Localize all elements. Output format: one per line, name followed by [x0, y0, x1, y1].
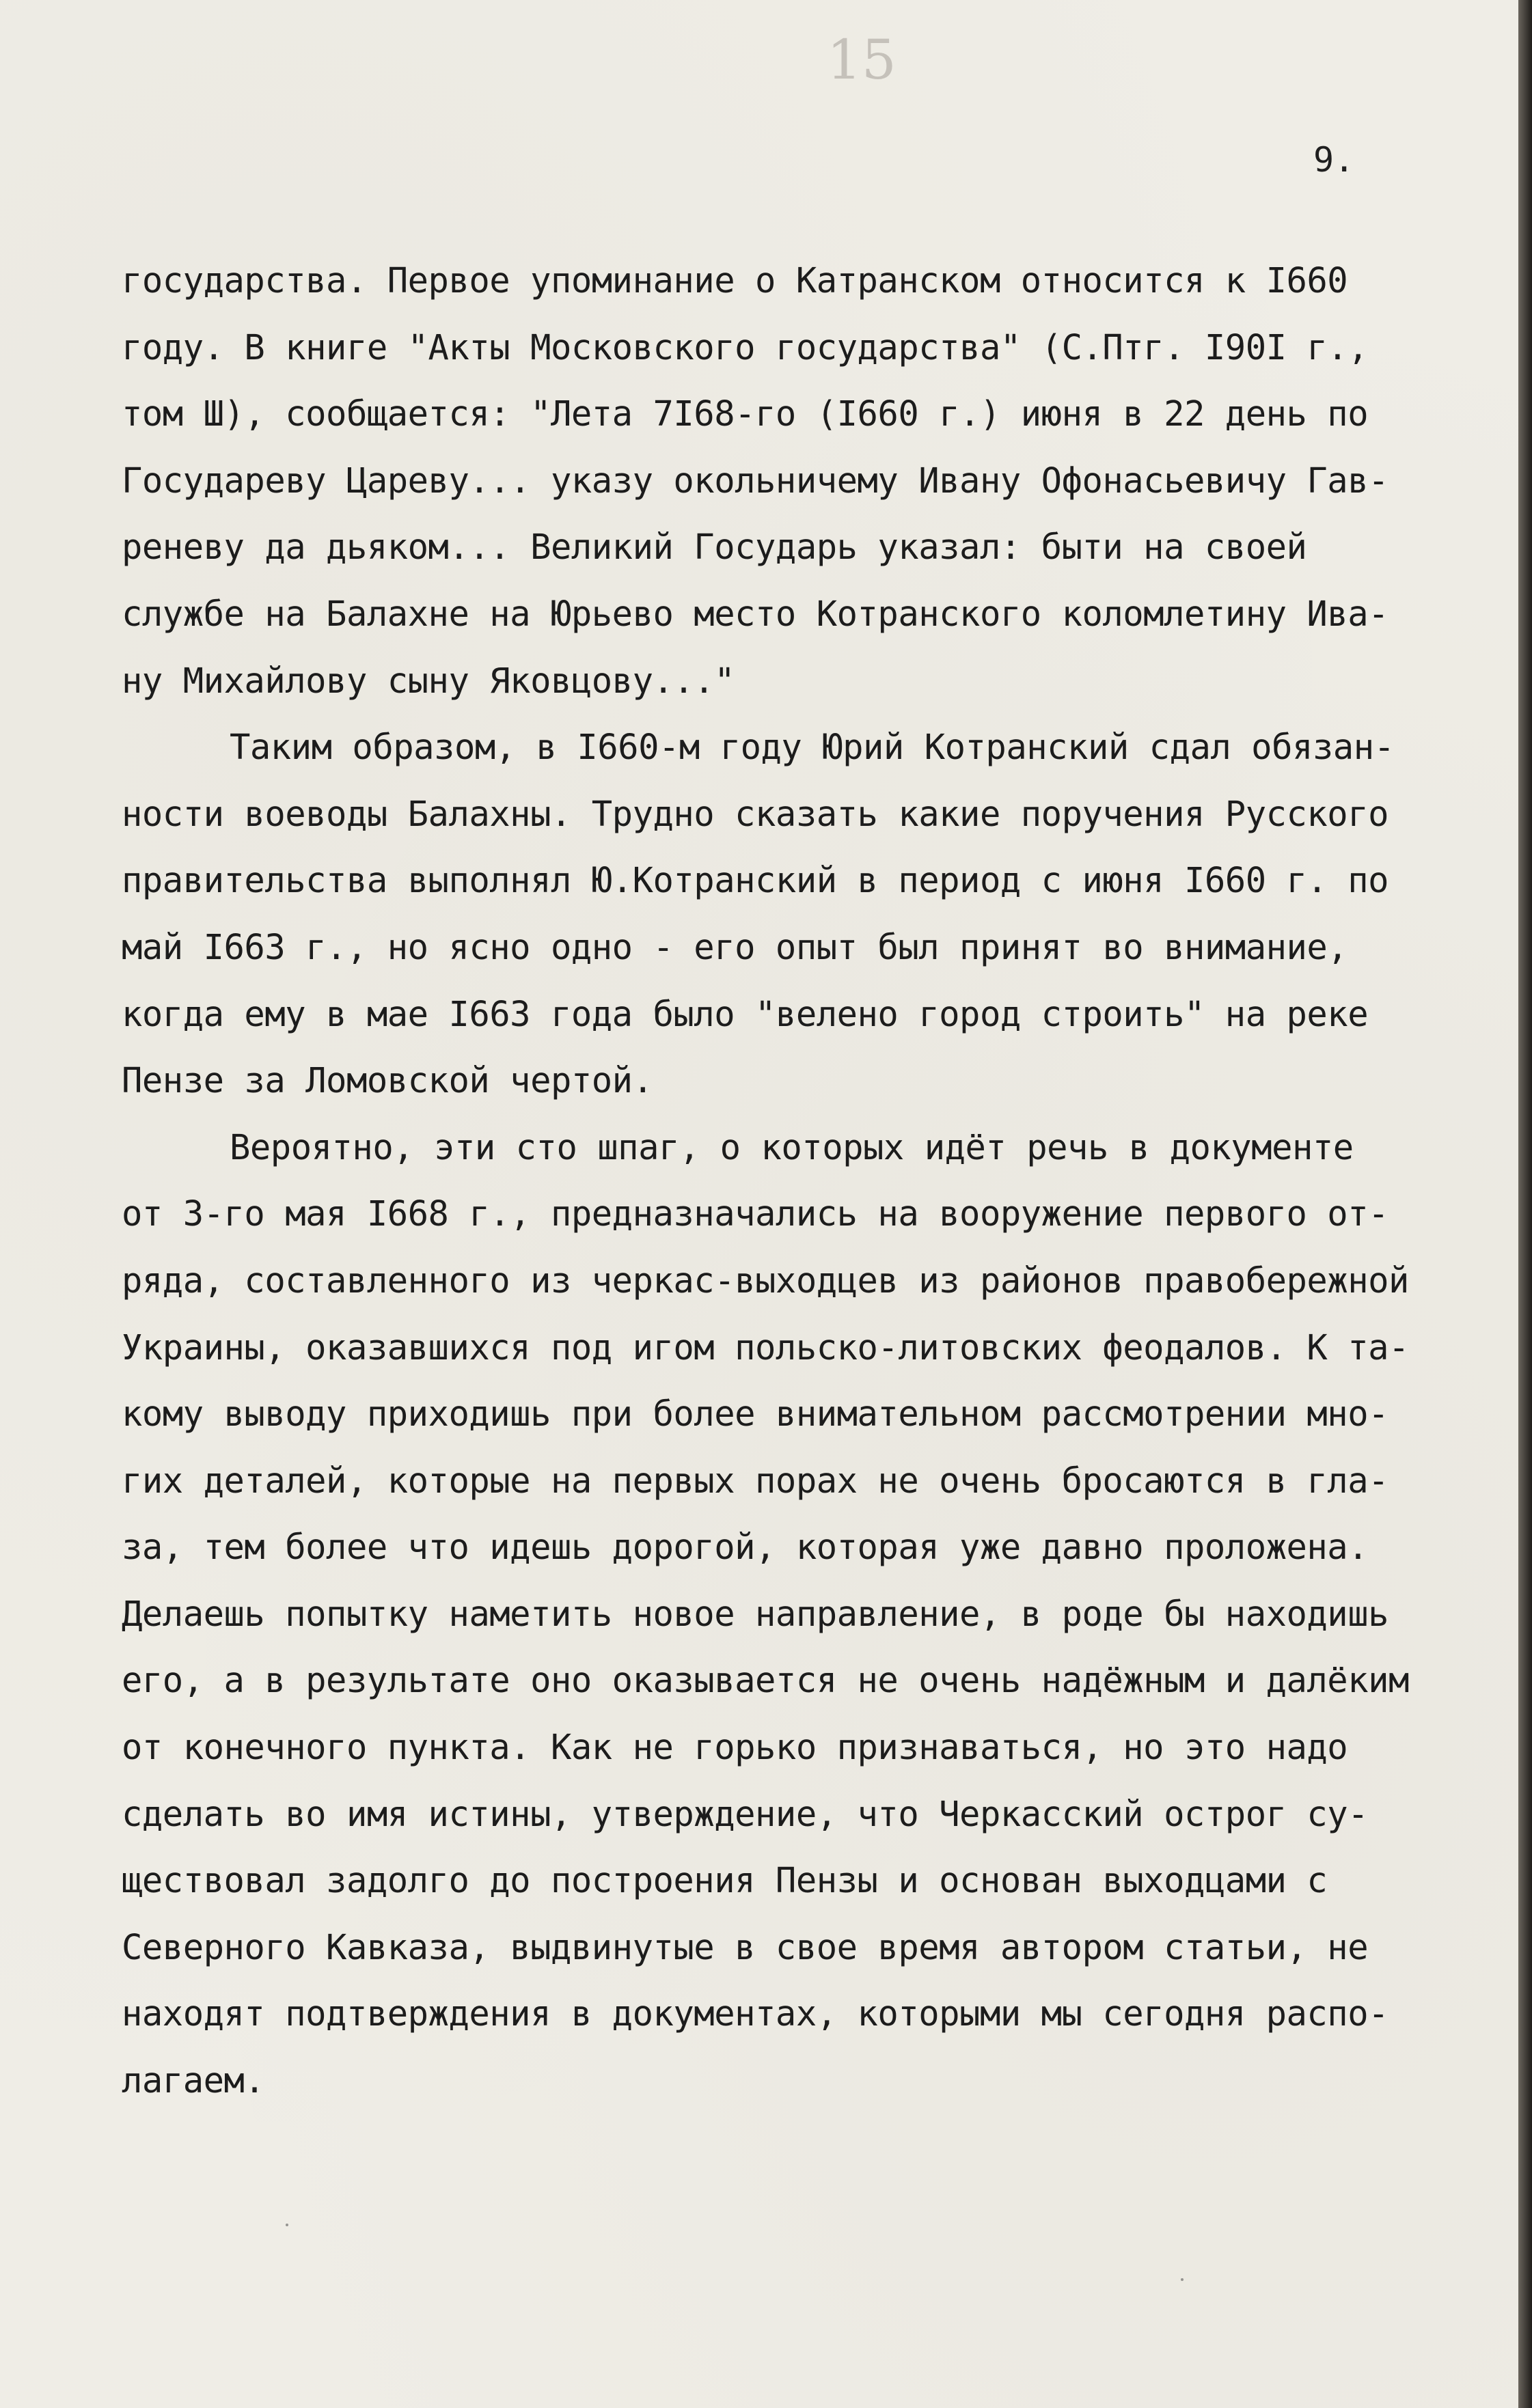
text-line: государства. Первое упоминание о Катранском относится к I660 [122, 260, 1348, 301]
text-line: его, а в результате оно оказывается не очень надёжным и далёким [122, 1660, 1409, 1701]
text-line: находят подтверждения в документах, которыми мы сегодня распо- [122, 1993, 1389, 2034]
paragraph-start-line: Вероятно, эти сто шпаг, о которых идёт речь в документе [230, 1126, 1354, 1167]
text-line: ну Михайлову сыну Яковцову..." [122, 660, 735, 701]
ink-speck [286, 2224, 288, 2226]
text-line: гих деталей, которые на первых порах не очень бросаются в гла- [122, 1460, 1389, 1501]
body-text [122, 247, 1447, 2114]
text-line: году. В книге "Акты Московского государства" (С.Птг. I90I г., [122, 327, 1369, 368]
text-line: ществовал задолго до построения Пензы и основан выходцами с [122, 1860, 1328, 1901]
text-line: Государеву Цареву... указу окольничему Ивану Офонасьевичу Гав- [122, 460, 1389, 501]
text-line: Северного Кавказа, выдвинутые в свое время автором статьи, не [122, 1926, 1369, 1967]
text-line: ности воеводы Балахны. Трудно сказать какие поручения Русского [122, 793, 1389, 834]
text-line: от 3-го мая I668 г., предназначались на вооружение первого от- [122, 1193, 1389, 1234]
text-line: сделать во имя истины, утверждение, что Черкасский острог су- [122, 1793, 1369, 1834]
text-line: Делаешь попытку наметить новое направление, в роде бы находишь [122, 1593, 1389, 1634]
text-line: за, тем более что идешь дорогой, которая уже давно проложена. [122, 1527, 1369, 1568]
archive-pencil-mark: 15 [827, 28, 897, 92]
text-line: Пензе за Ломовской чертой. [122, 1060, 653, 1101]
page-edge-shadow [1518, 0, 1532, 2408]
text-line: лагаем. [122, 2060, 265, 2101]
text-line: от конечного пункта. Как не горько признаваться, но это надо [122, 1727, 1348, 1768]
text-line: ряда, составленного из черкас-выходцев из районов правобережной [122, 1260, 1409, 1301]
text-line: реневу да дьяком... Великий Государь указал: быти на своей [122, 527, 1307, 568]
text-line: Украины, оказавшихся под игом польско-литовских феодалов. К та- [122, 1327, 1409, 1368]
paragraph-start-line: Таким образом, в I660-м году Юрий Котранский сдал обязан- [230, 727, 1395, 768]
text-line: когда ему в мае I663 года было "велено город строить" на реке [122, 993, 1369, 1034]
text-line: кому выводу приходишь при более внимательном рассмотрении мно- [122, 1394, 1389, 1435]
page-number: 9. [1313, 140, 1355, 180]
text-line: том Ш), сообщается: "Лета 7I68-го (I660 г.) июня в 22 день по [122, 393, 1369, 434]
text-line: май I663 г., но ясно одно - его опыт был принят во внимание, [122, 926, 1348, 967]
ink-speck [1181, 2278, 1184, 2281]
text-line: службе на Балахне на Юрьево место Котранского коломлетину Ива- [122, 593, 1389, 634]
text-line: правительства выполнял Ю.Котранский в период с июня I660 г. по [122, 860, 1389, 901]
